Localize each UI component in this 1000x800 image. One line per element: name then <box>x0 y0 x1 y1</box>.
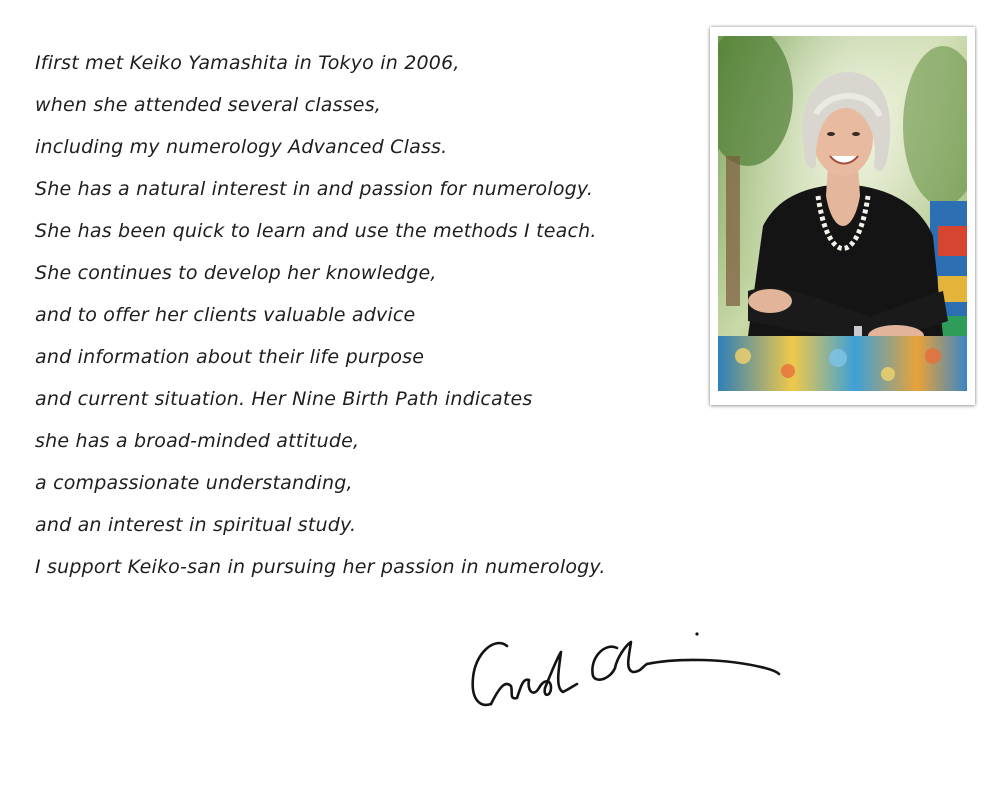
signature <box>465 628 785 722</box>
letter-line: and information about their life purpose <box>35 346 425 368</box>
letter-line: She has a natural interest in and passion for numerology. <box>35 178 594 200</box>
letter-line: She continues to develop her knowledge, <box>35 262 437 284</box>
letter-line: a compassionate understanding, <box>35 472 353 494</box>
letter-line: she has a broad-minded attitude, <box>35 430 360 452</box>
letter-line: when she attended several classes, <box>35 94 382 116</box>
letter-line: and current situation. Her Nine Birth Path indicates <box>35 388 533 410</box>
letter-line: She has been quick to learn and use the methods I teach. <box>35 220 597 242</box>
letter-line: including my numerology Advanced Class. <box>35 136 448 158</box>
letter-line: Ifirst met Keiko Yamashita in Tokyo in 2006, <box>35 52 460 74</box>
letter-line: and to offer her clients valuable advice <box>35 304 416 326</box>
letter-line: I support Keiko-san in pursuing her passion in numerology. <box>35 556 606 578</box>
author-portrait-photo <box>718 36 967 391</box>
letter-line: and an interest in spiritual study. <box>35 514 357 536</box>
letter-body <box>35 42 695 588</box>
author-photo-frame <box>710 27 975 405</box>
